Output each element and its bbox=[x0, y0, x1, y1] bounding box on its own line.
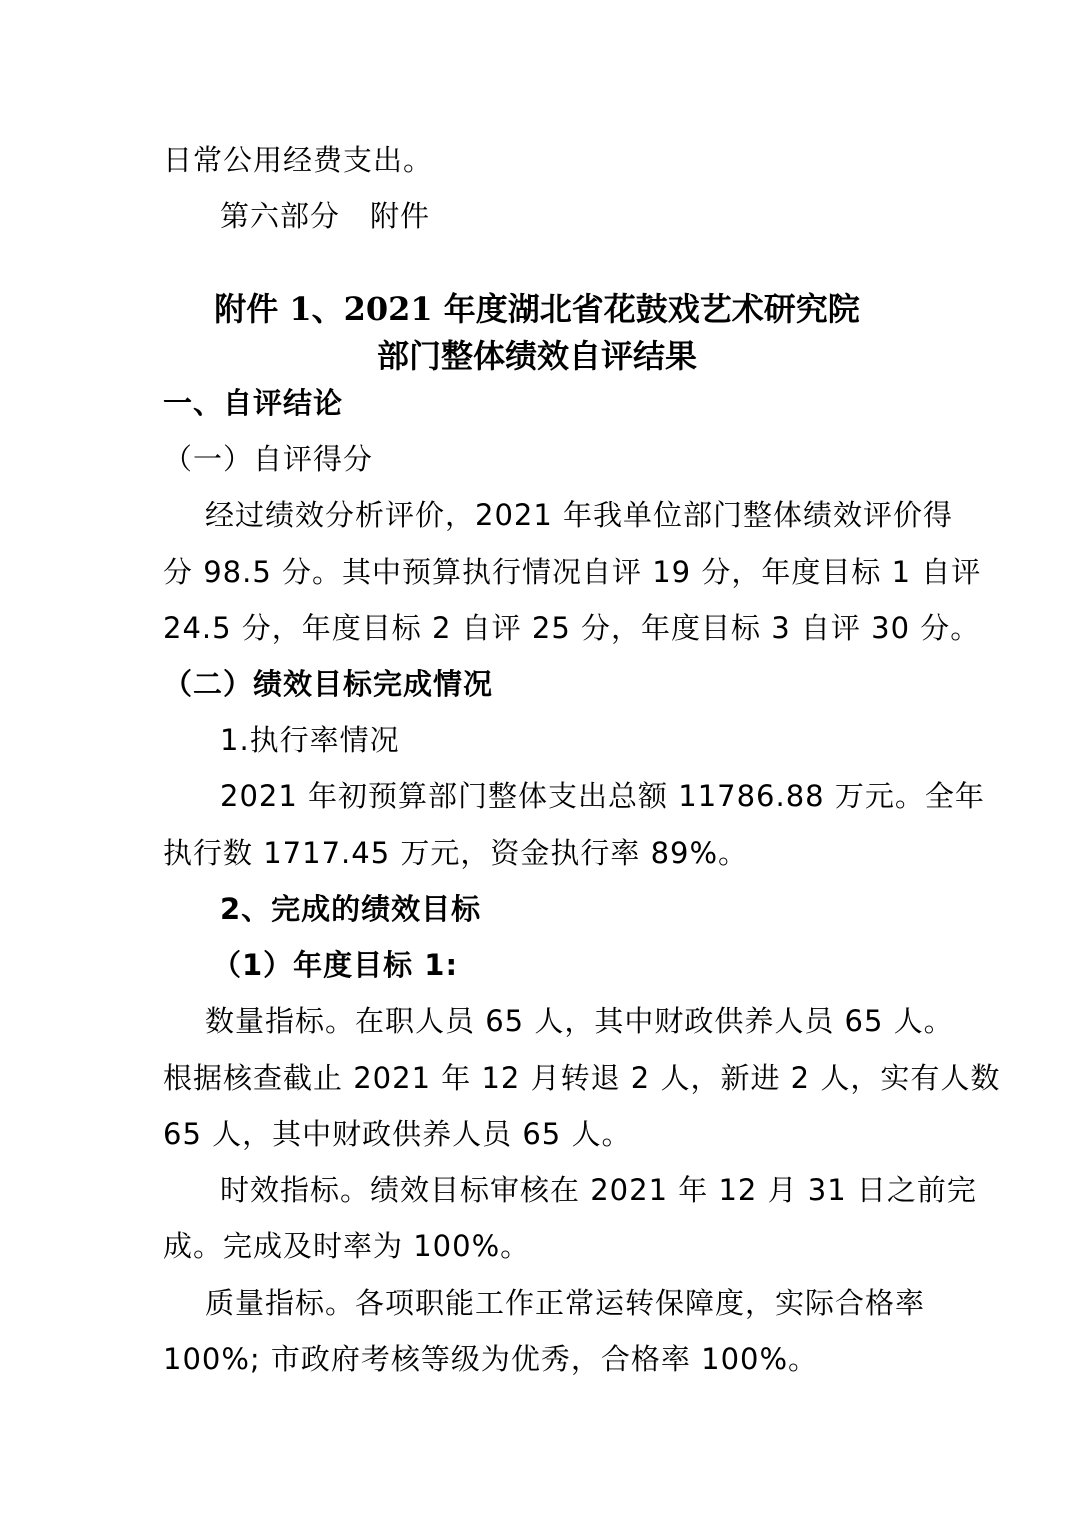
paragraph-line: 经过绩效分析评价，2021 年我单位部门整体绩效评价得 bbox=[205, 498, 954, 532]
doc-title-line-1: 附件 1、2021 年度湖北省花鼓戏艺术研究院 bbox=[214, 290, 860, 328]
paragraph-line: 根据核查截止 2021 年 12 月转退 2 人，新进 2 人，实有人数 bbox=[163, 1061, 1001, 1095]
paragraph-line: 2021 年初预算部门整体支出总额 11786.88 万元。全年 bbox=[220, 779, 985, 813]
section-heading-part-six: 第六部分 附件 bbox=[220, 199, 431, 233]
subheading-execution-rate: 1.执行率情况 bbox=[220, 723, 400, 757]
paragraph-line: 成。完成及时率为 100%。 bbox=[163, 1229, 531, 1263]
subheading-self-score: （一）自评得分 bbox=[163, 442, 374, 476]
paragraph-line: 时效指标。绩效目标审核在 2021 年 12 月 31 日之前完 bbox=[220, 1173, 977, 1207]
subheading-goal-completion: （二）绩效目标完成情况 bbox=[163, 667, 494, 701]
paragraph-line: 24.5 分，年度目标 2 自评 25 分，年度目标 3 自评 30 分。 bbox=[163, 611, 981, 645]
heading-self-evaluation-conclusion: 一、自评结论 bbox=[163, 386, 344, 420]
doc-title-line-2: 部门整体绩效自评结果 bbox=[376, 337, 697, 375]
text-line: 日常公用经费支出。 bbox=[163, 143, 434, 177]
paragraph-line: 65 人，其中财政供养人员 65 人。 bbox=[163, 1117, 632, 1151]
paragraph-line: 执行数 1717.45 万元，资金执行率 89%。 bbox=[163, 836, 749, 870]
subheading-annual-goal-1: （1）年度目标 1: bbox=[212, 948, 459, 982]
paragraph-line: 数量指标。在职人员 65 人，其中财政供养人员 65 人。 bbox=[205, 1004, 954, 1038]
subheading-completed-goals: 2、完成的绩效目标 bbox=[220, 892, 482, 926]
paragraph-line: 100%; 市政府考核等级为优秀，合格率 100%。 bbox=[163, 1342, 819, 1376]
paragraph-line: 质量指标。各项职能工作正常运转保障度，实际合格率 bbox=[205, 1286, 926, 1320]
paragraph-line: 分 98.5 分。其中预算执行情况自评 19 分，年度目标 1 自评 bbox=[163, 555, 982, 589]
